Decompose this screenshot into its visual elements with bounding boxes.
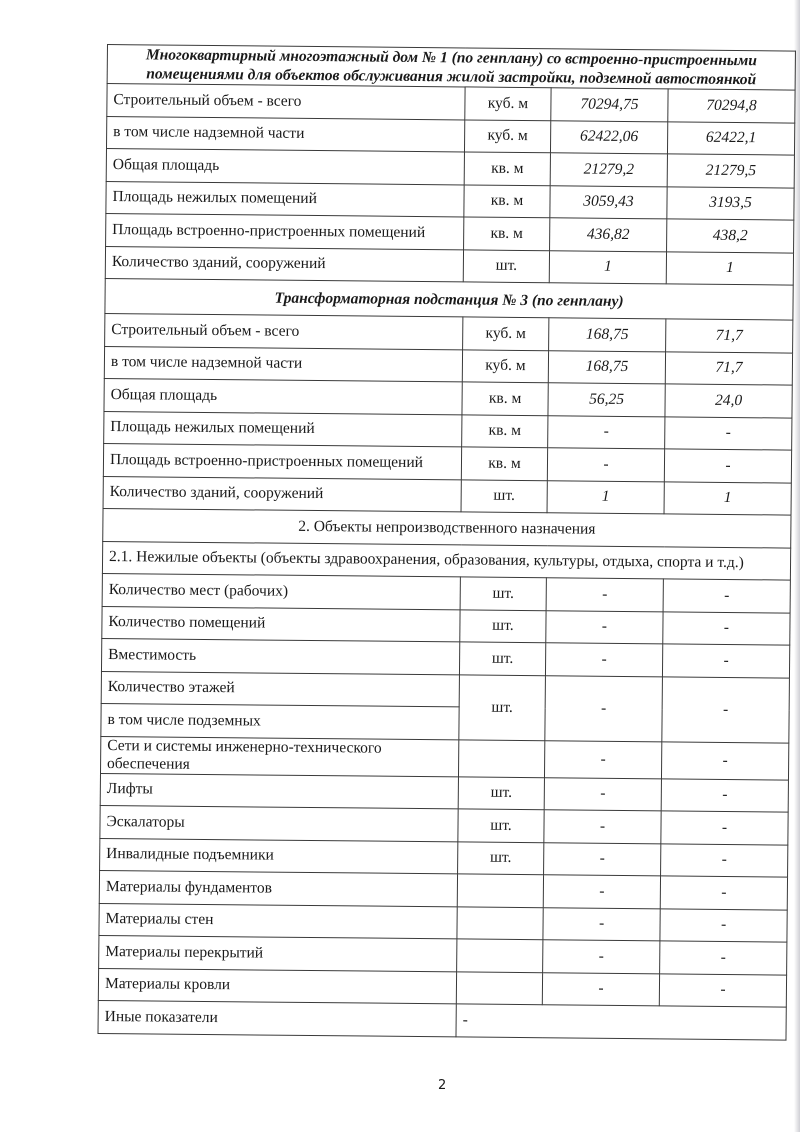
- row-label: Строительный объем - всего: [105, 313, 463, 349]
- row-actual-value: -: [659, 973, 786, 1007]
- row-project-value: 70294,75: [551, 88, 668, 122]
- row-label: в том числе надземной части: [106, 116, 464, 152]
- row-project-value: -: [544, 777, 661, 811]
- row-unit: шт.: [460, 609, 546, 642]
- row-label: Количество зданий, сооружений: [105, 246, 463, 282]
- row-unit: шт.: [458, 841, 544, 874]
- row-label: Вместимость: [101, 638, 459, 674]
- other-indicators-row: [98, 1000, 786, 1039]
- row-unit: кв. м: [461, 447, 547, 480]
- row-actual-value: -: [661, 811, 788, 845]
- floors-label: Количество этажей: [101, 671, 459, 707]
- row-unit: шт.: [460, 577, 546, 610]
- row-actual-value: -: [661, 778, 788, 812]
- row-unit: кв. м: [462, 382, 548, 415]
- row-project-value: 168,75: [549, 318, 666, 352]
- row-actual-value: -: [662, 644, 789, 678]
- row-project-value: 168,75: [548, 350, 665, 384]
- row-project-value: 21279,2: [550, 153, 667, 187]
- row-unit: кв. м: [464, 184, 550, 217]
- row-label: Количество зданий, сооружений: [103, 476, 461, 512]
- networks-actual-value: -: [661, 741, 788, 779]
- page-number: 2: [438, 1078, 447, 1093]
- row-project-value: -: [547, 448, 664, 482]
- row-unit: шт.: [458, 809, 544, 842]
- row-label: Площадь встроенно-пристроенных помещений: [103, 443, 461, 479]
- row-actual-value: 62422,1: [667, 121, 794, 155]
- row-project-value: -: [548, 415, 665, 449]
- row-project-value: 1: [547, 480, 664, 514]
- building-indicators-table: [98, 44, 796, 1040]
- row-unit: [456, 971, 542, 1004]
- building1-title: Многоквартирный многоэтажный дом № 1 (по генплану) со встроенно-пристроенными помещениями для объектов обслуживания жилой застройки, подземной автостоянкой: [107, 45, 795, 91]
- row-label: Материалы фундаментов: [99, 870, 457, 906]
- row-actual-value: 71,7: [665, 351, 792, 385]
- row-label: Площадь встроенно-пристроенных помещений: [106, 213, 464, 249]
- row-label: Площадь нежилых помещений: [104, 411, 462, 447]
- floors-unit: шт.: [459, 674, 546, 740]
- networks-project-value: -: [544, 740, 661, 778]
- row-actual-value: 3193,5: [667, 186, 794, 220]
- row-label: Общая площадь: [106, 148, 464, 184]
- other-indicators-label: Иные показатели: [98, 1000, 456, 1036]
- row-actual-value: -: [660, 876, 787, 910]
- row-label: Площадь нежилых помещений: [106, 181, 464, 217]
- row-actual-value: -: [663, 611, 790, 645]
- row-actual-value: -: [665, 416, 792, 450]
- row-project-value: 3059,43: [550, 185, 667, 219]
- row-label: Количество мест (рабочих): [102, 573, 460, 609]
- row-project-value: 56,25: [548, 383, 665, 417]
- row-label: Лифты: [100, 773, 458, 809]
- row-project-value: -: [546, 610, 663, 644]
- row-unit: куб. м: [465, 87, 551, 120]
- row-actual-value: 71,7: [666, 319, 793, 353]
- row-label: Материалы стен: [99, 903, 457, 939]
- row-actual-value: -: [660, 941, 787, 975]
- substation-title: Трансформаторная подстанция № 3 (по генплану): [105, 278, 793, 320]
- row-actual-value: 438,2: [667, 219, 794, 253]
- row-project-value: -: [544, 810, 661, 844]
- row-actual-value: 24,0: [665, 384, 792, 418]
- row-label: Эскалаторы: [100, 805, 458, 841]
- row-actual-value: -: [663, 579, 790, 613]
- row-actual-value: -: [661, 843, 788, 877]
- row-actual-value: 21279,5: [667, 154, 794, 188]
- row-project-value: 436,82: [550, 218, 667, 252]
- networks-label: Сети и системы инженерно-технического обеспечения: [101, 736, 459, 776]
- row-unit: кв. м: [462, 414, 548, 447]
- row-project-value: -: [546, 578, 663, 612]
- row-label: Строительный объем - всего: [107, 84, 465, 120]
- row-unit: кв. м: [464, 217, 550, 250]
- row-actual-value: 1: [666, 251, 793, 285]
- row-actual-value: 70294,8: [668, 89, 795, 123]
- row-project-value: -: [544, 842, 661, 876]
- row-unit: шт.: [461, 479, 547, 512]
- row-unit: шт.: [463, 249, 549, 282]
- networks-unit: [458, 739, 544, 777]
- row-actual-value: -: [664, 449, 791, 483]
- row-label: Материалы перекрытий: [99, 935, 457, 971]
- row-unit: [457, 906, 543, 939]
- row-unit: куб. м: [462, 349, 548, 382]
- row-unit: [457, 874, 543, 907]
- row-unit: шт.: [458, 776, 544, 809]
- row-label: Общая площадь: [104, 378, 462, 414]
- row-label: в том числе надземной части: [104, 346, 462, 382]
- section2-title: 2. Объекты непроизводственного назначения: [103, 508, 791, 547]
- row-label: Инвалидные подъемники: [100, 838, 458, 874]
- row-unit: куб. м: [463, 317, 549, 350]
- row-project-value: -: [542, 972, 659, 1006]
- row-project-value: 62422,06: [550, 120, 667, 154]
- row-actual-value: 1: [664, 481, 791, 515]
- row-project-value: -: [545, 643, 662, 677]
- row-project-value: -: [543, 940, 660, 974]
- row-actual-value: -: [660, 908, 787, 942]
- row-unit: кв. м: [464, 152, 550, 185]
- row-unit: куб. м: [464, 119, 550, 152]
- row-unit: [457, 939, 543, 972]
- row-project-value: -: [543, 907, 660, 941]
- row-label: Количество помещений: [102, 606, 460, 642]
- row-unit: шт.: [459, 642, 545, 675]
- row-project-value: -: [543, 875, 660, 909]
- underground-floors-label: в том числе подземных: [101, 703, 459, 739]
- row-label: Материалы кровли: [98, 968, 456, 1004]
- floors-project-value: -: [545, 675, 663, 741]
- section2-subtitle: 2.1. Нежилые объекты (объекты здравоохранения, образования, культуры, отдыха, спорта и т.д.): [102, 541, 790, 580]
- building1-title-row: [107, 45, 795, 91]
- row-project-value: 1: [549, 250, 666, 284]
- page-edge-shadow: [794, 0, 800, 1132]
- other-indicators-value: -: [456, 1004, 786, 1040]
- floors-actual-value: -: [662, 676, 790, 742]
